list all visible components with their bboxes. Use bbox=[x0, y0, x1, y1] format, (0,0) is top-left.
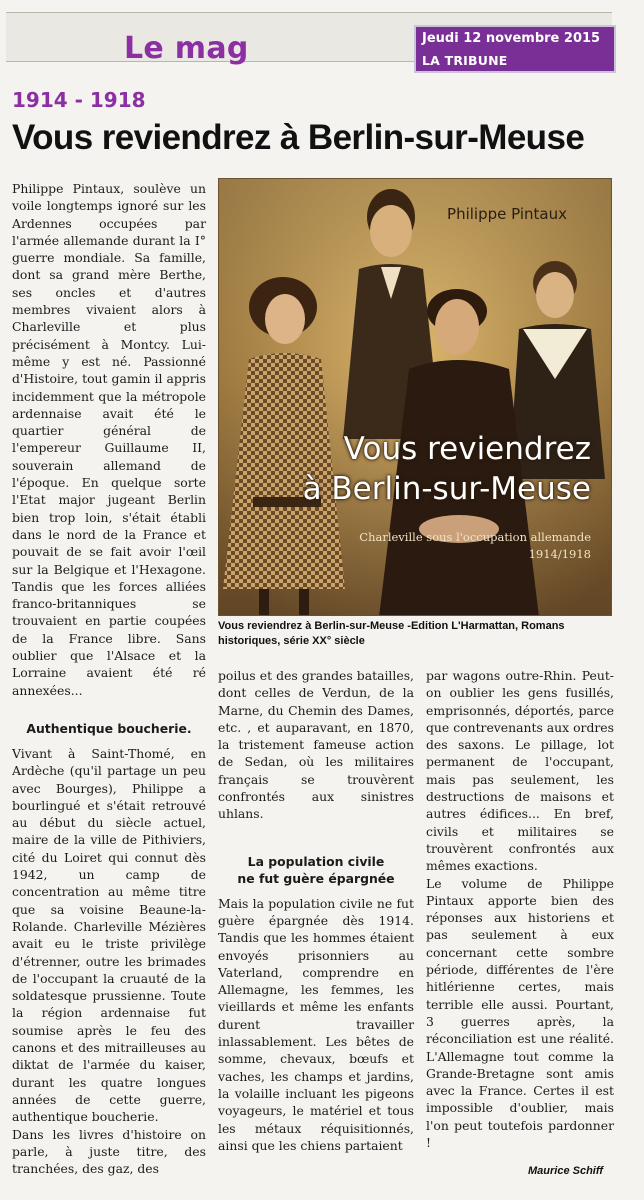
paragraph: Dans les livres d'histoire on parle, à juste titre, des tranchées, des gaz, des bbox=[12, 1126, 206, 1177]
article-column-1-intro bbox=[12, 180, 206, 699]
paragraph: poilus et des grandes batailles, dont celles de Verdun, de la Marne, du Chemin des Dames, etc. , et auparavant, en 1870, la tristement fameuse action de Sedan, où les militaires français se trouvèrent confrontés aux sinistres uhlans. bbox=[218, 668, 414, 822]
subheading-line-2: ne fut guère épargnée bbox=[237, 870, 395, 886]
book-cover-image bbox=[218, 178, 612, 616]
cover-title bbox=[303, 429, 591, 509]
article-kicker: 1914 - 1918 bbox=[12, 88, 146, 112]
subheading-line-1: La population civile bbox=[247, 853, 385, 869]
cover-subtitle: Charleville sous l'occupation allemande bbox=[359, 530, 591, 544]
paragraph: Mais la population civile ne fut guère épargnée dès 1914. Tandis que les hommes étaient envoyés prisonniers au Vaterland, comprendre en Allemagne, les femmes, les vieillards et même les enfants durent travailler inlassablement. Les bêtes de somme, chevaux, bœufs et vaches, les champs et jardins, la volaille incluant les pigeons voyageurs, le matériel et tous les métaux réquisitionnés, ainsi que les chiens partaient bbox=[218, 895, 414, 1153]
paragraph: Philippe Pintaux, soulève un voile longtemps ignoré sur les Ardennes occupées par l'armée allemande durant la I° guerre mondiale. Sa famille, dont sa grand mère Berthe, ses oncles et d'autres membres vivaient alors à Charleville et plus précisément à Montcy. Lui-même y est né. Passionné d'Histoire, tout gamin il appris incidemment que la métropole ardennaise avait été le quartier général de l'empereur Guillaume II, souverain allemand de l'époque. En quelque sorte l'Etat major jugeant Berlin bien trop loin, s'était établi dans le nord de la France et pouvait de se fait avoir l'œil sur la Belgique et l'Hexagone. Tandis que les forces alliées franco-britanniques se trouvaient en partie coupées de la France libre. Sans oublier que l'Alsace et la Lorraine avaient été ré annexées... bbox=[12, 181, 206, 698]
article-headline: Vous reviendrez à Berlin-sur-Meuse bbox=[12, 118, 585, 157]
photo-caption: Vous reviendrez à Berlin-sur-Meuse -Edition L'Harmattan, Romans historiques, série XX° siècle bbox=[218, 620, 565, 647]
paragraph: Vivant à Saint-Thomé, en Ardèche (qu'il partage un peu avec Bourges), Philippe a bourlingué et s'était retrouvé au début du siècle actuel, maire de la ville de Pithiviers, cité du Loiret qui connut dès 1942, un camp de concentration au même titre que sa voisine Beaune-la-Rolande. Charleville Mézières avait eu le triste privilège d'étrenner, outre les brimades de l'occupant la cruauté de la soldatesque prussienne. Toute la région ardennaise fut soumise après le feu des canons et des mitrailleuses au diktat de l'armée du kaiser, durant les quatre longues années de cette guerre, authentique boucherie. bbox=[12, 746, 206, 1125]
author-signature: Maurice Schiff bbox=[528, 1165, 603, 1177]
cover-years: 1914/1918 bbox=[528, 547, 591, 561]
cover-title-line-1: Vous reviendrez bbox=[343, 431, 591, 467]
section-header-band bbox=[6, 12, 612, 68]
cover-subtitle-block bbox=[359, 529, 591, 563]
newspaper-name: LA TRIBUNE bbox=[422, 53, 508, 68]
date-badge bbox=[414, 25, 616, 73]
publication-date: Jeudi 12 novembre 2015 bbox=[422, 31, 601, 46]
subheading-boucherie: Authentique boucherie. bbox=[26, 721, 192, 736]
section-title: Le mag bbox=[124, 31, 249, 66]
article-column-1-continued bbox=[12, 720, 206, 1177]
cover-title-line-2: à Berlin-sur-Meuse bbox=[302, 471, 591, 507]
cover-author: Philippe Pintaux bbox=[447, 205, 567, 223]
paragraph: Le volume de Philippe Pintaux apporte bien des réponses aux historiens et pas seulement à eux concernant cette sombre période, différentes de l'ère hitlérienne certes, mais terrible elle aussi. Pourtant, 3 guerres après, la réconciliation est une réalité. L'Allemagne tout comme la Grande-Bretagne sont amis avec la France. Certes il est impossible d'oublier, mais l'on peut toutefois pardonner ! bbox=[426, 875, 614, 1151]
article-column-2 bbox=[218, 667, 414, 1154]
subheading-population bbox=[218, 853, 414, 887]
paragraph: par wagons outre-Rhin. Peut-on oublier les gens fusillés, emprisonnés, déportés, parce que contrevenants aux ordres des saxons. Le pillage, lot permanent de l'occupant, mais pas seulement, les destructions de maisons et autres édifices... En bref, civils et militaires se trouvèrent confrontés aux mêmes exactions. bbox=[426, 668, 614, 874]
article-column-3 bbox=[426, 667, 614, 1151]
